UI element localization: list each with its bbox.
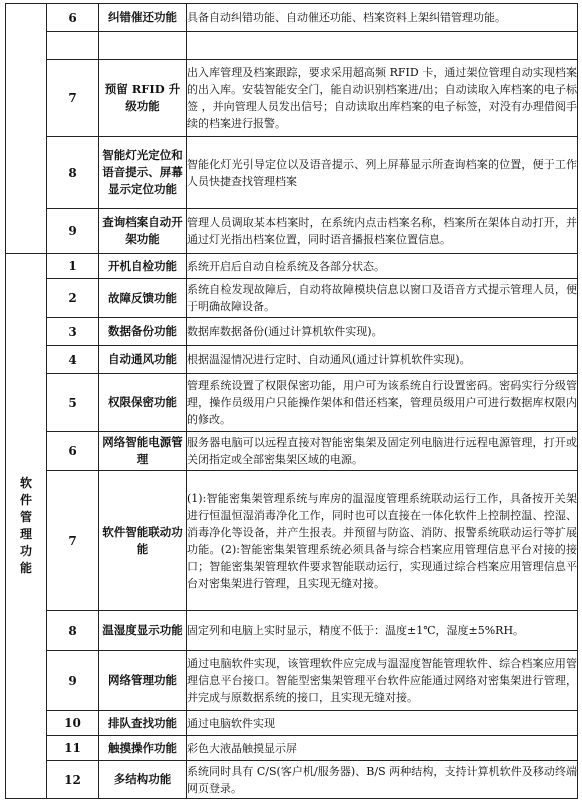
- function-description: 具备自动纠错功能、自动催还功能、档案资料上架纠错管理功能。: [187, 4, 578, 32]
- row-number: 2: [47, 279, 99, 318]
- row-number: 7: [47, 471, 99, 611]
- row-number: 3: [47, 318, 99, 346]
- table-row: [6, 736, 578, 761]
- function-description: 根据温湿情况进行定时、自动通风(通过计算机软件实现)。: [187, 346, 578, 374]
- function-name: 多结构功能: [99, 761, 187, 799]
- table-row: [6, 761, 578, 799]
- function-description: 管理人员调取某本档案时，在系统内点击档案名称，档案所在架体自动打开，并通过灯光指出档案位置，同时语音播报档案位置信息。: [187, 209, 578, 254]
- category-cell-empty: [6, 4, 47, 254]
- function-description: 系统开启后自动自检系统及各部分状态。: [187, 254, 578, 279]
- row-number: 12: [47, 761, 99, 799]
- function-name: 温湿度显示功能: [99, 611, 187, 651]
- spec-table: [5, 3, 578, 799]
- function-name: [99, 32, 187, 60]
- row-number: 1: [47, 254, 99, 279]
- table-row: [6, 651, 578, 711]
- table-row: [6, 279, 578, 318]
- function-name: 数据备份功能: [99, 318, 187, 346]
- function-name: 权限保密功能: [99, 374, 187, 432]
- row-number: 11: [47, 736, 99, 761]
- function-name: 查询档案自动开架功能: [99, 209, 187, 254]
- function-description: 数据库数据备份(通过计算机软件实现)。: [187, 318, 578, 346]
- table-row: [6, 711, 578, 736]
- table-row: [6, 137, 578, 209]
- table-row: [6, 318, 578, 346]
- row-number: 6: [47, 4, 99, 32]
- function-description: 智能化灯光引导定位以及语音提示、列上屏幕显示所查询档案的位置，便于工作人员快捷查找管理档案: [187, 137, 578, 209]
- function-description: 通过电脑软件实现: [187, 711, 578, 736]
- table-row: [6, 4, 578, 32]
- function-description: 彩色大液晶触摸显示屏: [187, 736, 578, 761]
- table-row: [6, 374, 578, 432]
- function-description: 服务器电脑可以远程直接对智能密集架及固定列电脑进行远程电源管理，打开或关闭指定或全部密集架区域的电源。: [187, 432, 578, 471]
- function-name: 排队查找功能: [99, 711, 187, 736]
- row-number: 9: [47, 209, 99, 254]
- function-name: 开机自检功能: [99, 254, 187, 279]
- row-number: 9: [47, 651, 99, 711]
- function-description: [187, 32, 578, 60]
- row-number: 8: [47, 611, 99, 651]
- row-number: 8: [47, 137, 99, 209]
- function-description: 管理系统设置了权限保密功能，用户可为该系统自行设置密码。密码实行分级管理，操作员级用户只能操作架体和借还档案，管理员级用户可进行数据库权限内的修改。: [187, 374, 578, 432]
- function-description: 固定列和电脑上实时显示，精度不低于：温度±1℃，湿度±5%RH。: [187, 611, 578, 651]
- table-row: [6, 32, 578, 60]
- function-name: 纠错催还功能: [99, 4, 187, 32]
- row-number: 4: [47, 346, 99, 374]
- function-name: 触摸操作功能: [99, 736, 187, 761]
- function-name: 故障反馈功能: [99, 279, 187, 318]
- category-label: 软件管理功能: [19, 476, 32, 575]
- table-row: [6, 471, 578, 611]
- category-cell: [6, 254, 47, 799]
- table-row: [6, 346, 578, 374]
- function-name: 网络智能电源管理: [99, 432, 187, 471]
- function-description: (1):智能密集架管理系统与库房的温湿度管理系统联动运行工作，具备按开关架进行恒温恒湿消毒净化工作，同时也可以直接在一体化软件上控制控温、控湿、消毒净化等设备，并产生报表。并预留与防盗、消防、报警系统联动运行等扩展功能。(2):智能密集架管理系统必须具备与综合档案应用管理信息平台对接的接口；智能密集架管理软件要求智能联动运行，实现通过综合档案应用管理信息平台对密集架进行管理，且实现无缝对接。: [187, 471, 578, 611]
- row-number: [47, 32, 99, 60]
- row-number: 7: [47, 60, 99, 137]
- function-name: 智能灯光定位和语音提示、屏幕显示定位功能: [99, 137, 187, 209]
- function-name: 预留 RFID 升级功能: [99, 60, 187, 137]
- function-description: 系统自检发现故障后，自动将故障模块信息以窗口及语音方式提示管理人员，便于明确故障设备。: [187, 279, 578, 318]
- function-description: 出入库管理及档案跟踪，要求采用超高频 RFID 卡，通过架位管理自动实现档案的出入库。安装智能安全门，能自动识别档案进/出；自动读取入库档案的电子标签 ，并向管理人员发出信号；自动读取出库档案的电子标签，对没有办理借阅手续的档案进行报警。: [187, 60, 578, 137]
- table-row: [6, 60, 578, 137]
- function-description: 系统同时具有 C/S(客户机/服务器)、B/S 两种结构，支持计算机软件及移动终端网页登录。: [187, 761, 578, 799]
- table-row: [6, 611, 578, 651]
- function-description: 通过电脑软件实现，该管理软件应完成与温湿度智能管理软件、综合档案应用管理信息平台接口。智能型密集架管理平台软件应能通过网络对密集架进行管理，并完成与原数据系统的接口，且实现无缝对接。: [187, 651, 578, 711]
- function-name: 网络管理功能: [99, 651, 187, 711]
- table-row: [6, 432, 578, 471]
- row-number: 6: [47, 432, 99, 471]
- table-row: [6, 209, 578, 254]
- row-number: 10: [47, 711, 99, 736]
- table-row: [6, 254, 578, 279]
- function-name: 自动通风功能: [99, 346, 187, 374]
- function-name: 软件智能联动功能: [99, 471, 187, 611]
- row-number: 5: [47, 374, 99, 432]
